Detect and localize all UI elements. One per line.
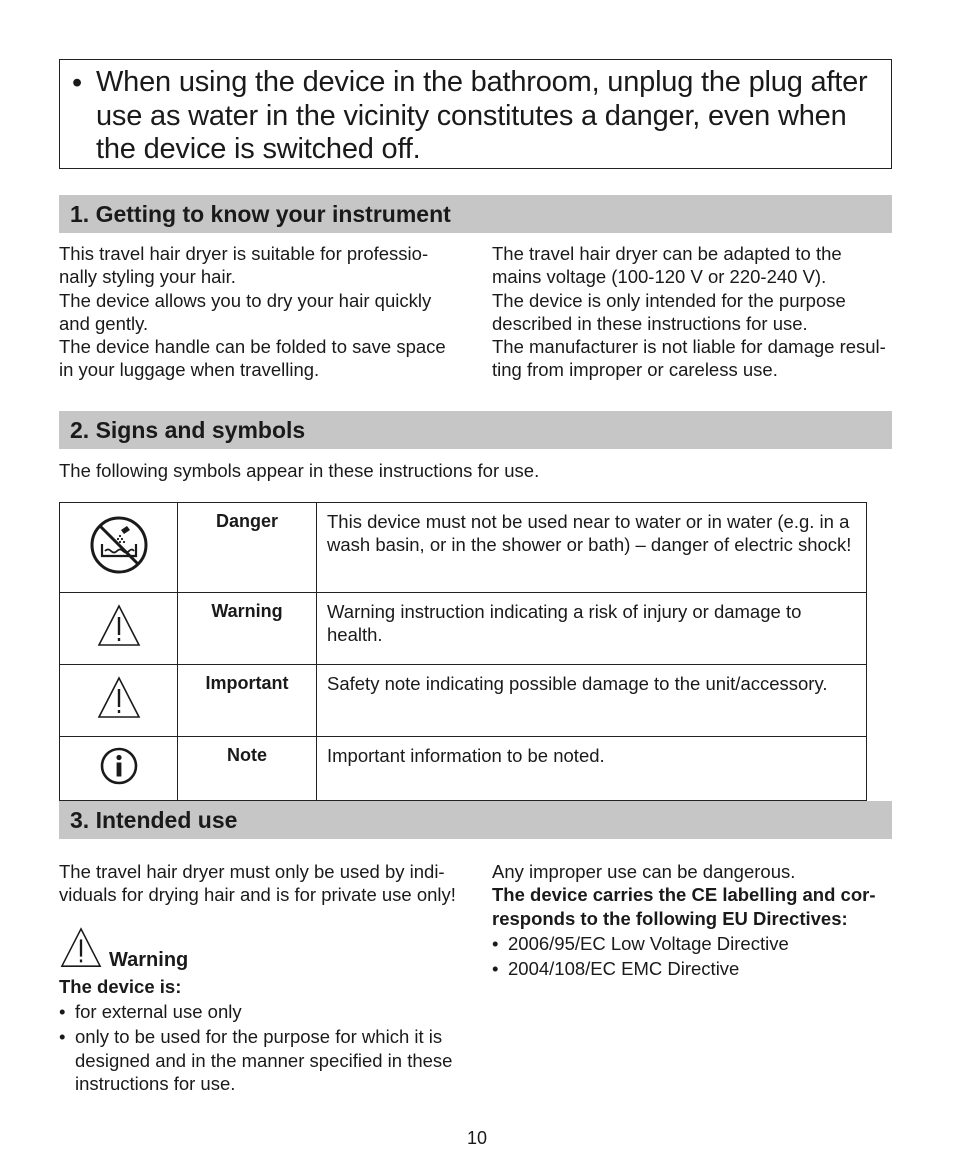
text-line: The travel hair dryer must only be used by indi- (59, 861, 445, 882)
text-line: in your luggage when travelling. (59, 359, 320, 381)
warning-triangle-icon (96, 675, 142, 721)
text-line: described in these instructions for use. (492, 312, 808, 334)
notice-text: When using the device in the bathroom, unplug the plug after use as water in the vicinity constitutes a danger, even when the device is switched off. (96, 66, 868, 165)
list-item: • 2004/108/EC EMC Directive (492, 957, 892, 980)
table-row (60, 593, 867, 665)
warning-triangle-icon (96, 603, 142, 649)
warning-triangle-icon (59, 926, 103, 970)
symbol-label: Important (178, 665, 317, 737)
list-item: • only to be used for the purpose for which it is designed and in the manner specified in these instructions for use. (59, 1025, 464, 1095)
section-heading-intended-use: 3. Intended use (59, 801, 892, 839)
no-water-icon (88, 514, 150, 576)
symbols-intro: The following symbols appear in these instructions for use. (59, 460, 540, 481)
warning-icon-cell (60, 593, 178, 665)
warning-block (59, 926, 479, 972)
section-heading-signs-symbols: 2. Signs and symbols (59, 411, 892, 449)
text-line: Any improper use can be dangerous. (492, 861, 796, 882)
text-line: The travel hair dryer can be adapted to the (492, 243, 842, 264)
text-line: The device is only intended for the purpose (492, 289, 846, 311)
text-line: viduals for drying hair and is for private use only! (59, 884, 456, 906)
section-heading-getting-to-know: 1. Getting to know your instrument (59, 195, 892, 233)
notice-bullet: • (72, 67, 83, 99)
note-icon-cell (60, 737, 178, 801)
info-icon (99, 746, 139, 786)
symbol-label: Danger (178, 503, 317, 593)
table-row (60, 503, 867, 593)
text-line: The device handle can be folded to save space (59, 336, 446, 358)
symbol-label: Warning (178, 593, 317, 665)
device-is-label: The device is: (59, 976, 182, 997)
device-is-list (59, 1000, 464, 1097)
symbols-table (59, 502, 867, 801)
warning-label: Warning (109, 949, 189, 971)
page-number: 10 (466, 1128, 488, 1148)
important-icon-cell (60, 665, 178, 737)
text-line: This travel hair dryer is suitable for professio- (59, 243, 429, 264)
symbol-description: This device must not be used near to water or in water (e.g. in a wash basin, or in the shower or bath) – danger of electric shock! (317, 503, 867, 593)
danger-icon-cell (60, 503, 178, 593)
list-item: • 2006/95/EC Low Voltage Directive (492, 932, 892, 955)
directives-list (492, 932, 892, 981)
table-row (60, 665, 867, 737)
symbol-description: Important information to be noted. (317, 737, 867, 801)
text-line: The device allows you to dry your hair quickly (59, 289, 432, 311)
text-line: nally styling your hair. (59, 266, 236, 288)
text-line: The device carries the CE labelling and cor- (492, 884, 876, 906)
text-line: The manufacturer is not liable for damage resul- (492, 336, 886, 358)
section3-right-column (492, 860, 892, 982)
text-line: mains voltage (100-120 V or 220-240 V). (492, 266, 827, 288)
section1-left-column (59, 242, 479, 382)
text-line: ting from improper or careless use. (492, 359, 778, 381)
symbol-label: Note (178, 737, 317, 801)
section3-left-column (59, 860, 479, 907)
top-notice-box (59, 59, 892, 169)
section1-right-column (492, 242, 912, 382)
list-item: • for external use only (59, 1000, 464, 1023)
text-line: and gently. (59, 312, 149, 334)
text-line: responds to the following EU Directives: (492, 907, 848, 929)
symbol-description: Warning instruction indicating a risk of injury or damage to health. (317, 593, 867, 665)
table-row (60, 737, 867, 801)
symbol-description: Safety note indicating possible damage to the unit/accessory. (317, 665, 867, 737)
